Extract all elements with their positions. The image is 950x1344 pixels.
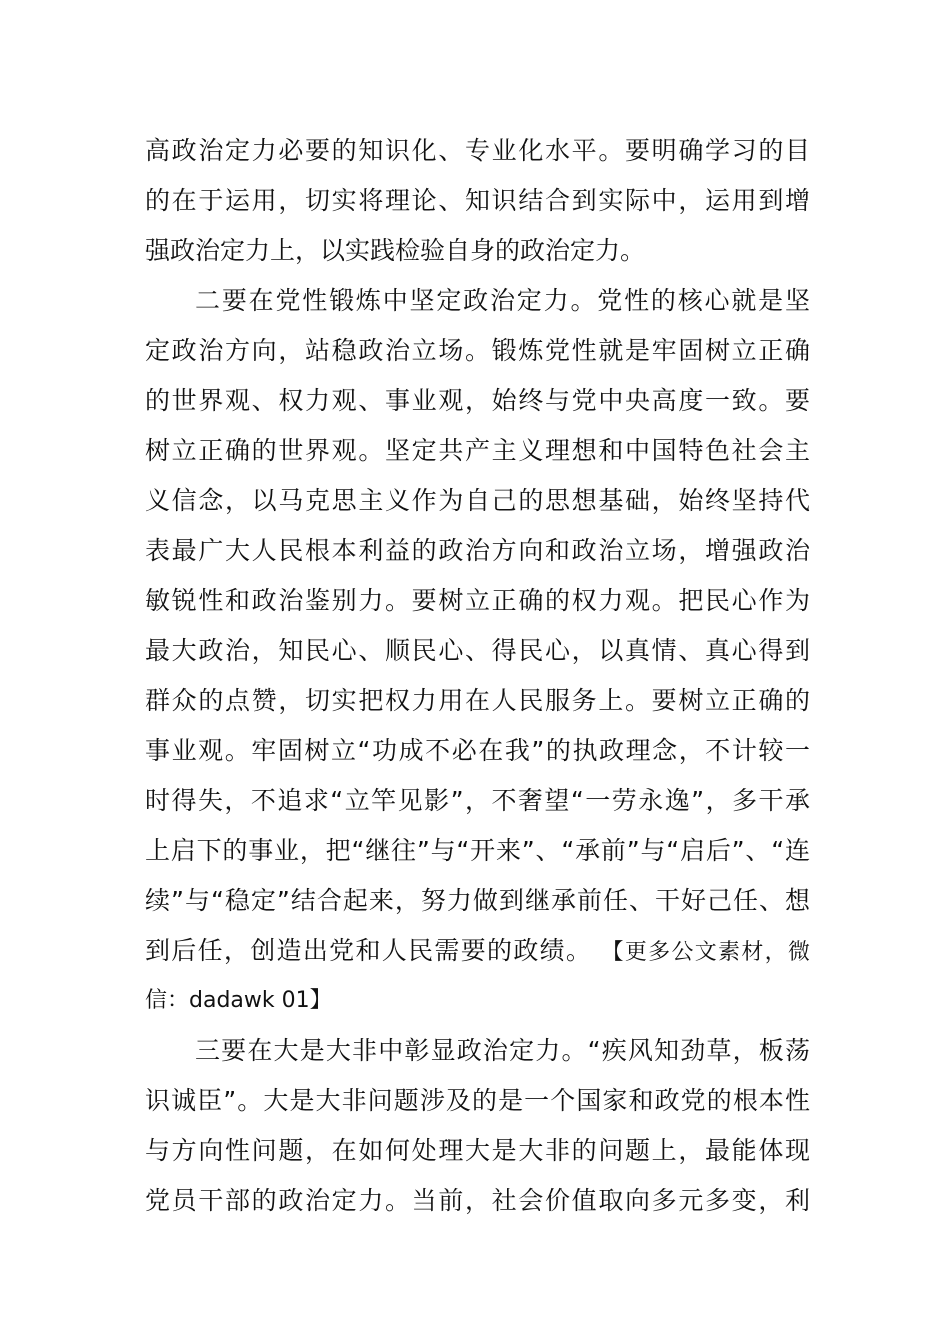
paragraph-2-line-11: 时得失，不追求“立竿见影”，不奢望“一劳永逸”，多干承 [145,786,810,815]
paragraph-2-line-8: 最大政治，知民心、顺民心、得民心，以真情、真心得到 [145,636,810,665]
paragraph-2-line-4: 树立正确的世界观。坚定共产主义理想和中国特色社会主 [145,436,810,465]
paragraph-2-line-9: 群众的点赞，切实把权力用在人民服务上。要树立正确的 [145,686,810,715]
paragraph-1-line-2: 的在于运用，切实将理论、知识结合到实际中，运用到增 [145,186,810,215]
paragraph-2-line-7: 敏锐性和政治鉴别力。要树立正确的权力观。把民心作为 [145,586,810,615]
paragraph-2-line-14 [145,926,810,976]
paragraph-3-line-2: 识诚臣”。大是大非问题涉及的是一个国家和政党的根本性 [145,1086,810,1115]
paragraph-2-line-10: 事业观。牢固树立“功成不必在我”的执政理念，不计较一 [145,736,810,765]
paragraph-2-line-13: 续”与“稳定”结合起来，努力做到继承前任、干好己任、想 [145,886,810,915]
paragraph-2-line-12: 上启下的事业，把“继往”与“开来”、“承前”与“启后”、“连 [145,836,810,865]
paragraph-2-line-1: 二要在党性锻炼中坚定政治定力。党性的核心就是坚 [195,286,810,315]
paragraph-3-line-1: 三要在大是大非中彰显政治定力。“疾风知劲草，板荡 [195,1036,810,1065]
paragraph-3-line-3: 与方向性问题，在如何处理大是大非的问题上，最能体现 [145,1136,810,1165]
paragraph-2-line-14-text: 到后任，创造出党和人民需要的政绩。 [145,936,593,965]
promo-note-part-1: 【更多公文素材，微 [601,940,810,965]
paragraph-2-line-5: 义信念，以马克思主义作为自己的思想基础，始终坚持代 [145,486,810,515]
paragraph-1-line-3: 强政治定力上，以实践检验自身的政治定力。 [145,236,646,265]
paragraph-2-line-3: 的世界观、权力观、事业观，始终与党中央高度一致。要 [145,386,810,415]
promo-note-part-2: 信：dadawk 01】 [145,988,332,1013]
paragraph-1-line-1: 高政治定力必要的知识化、专业化水平。要明确学习的目 [145,136,810,165]
document-body [145,126,810,1226]
paragraph-2-line-6: 表最广大人民根本利益的政治方向和政治立场，增强政治 [145,536,810,565]
paragraph-2-line-2: 定政治方向，站稳政治立场。锻炼党性就是牢固树立正确 [145,336,810,365]
paragraph-3-line-4: 党员干部的政治定力。当前，社会价值取向多元多变，利 [145,1186,810,1215]
